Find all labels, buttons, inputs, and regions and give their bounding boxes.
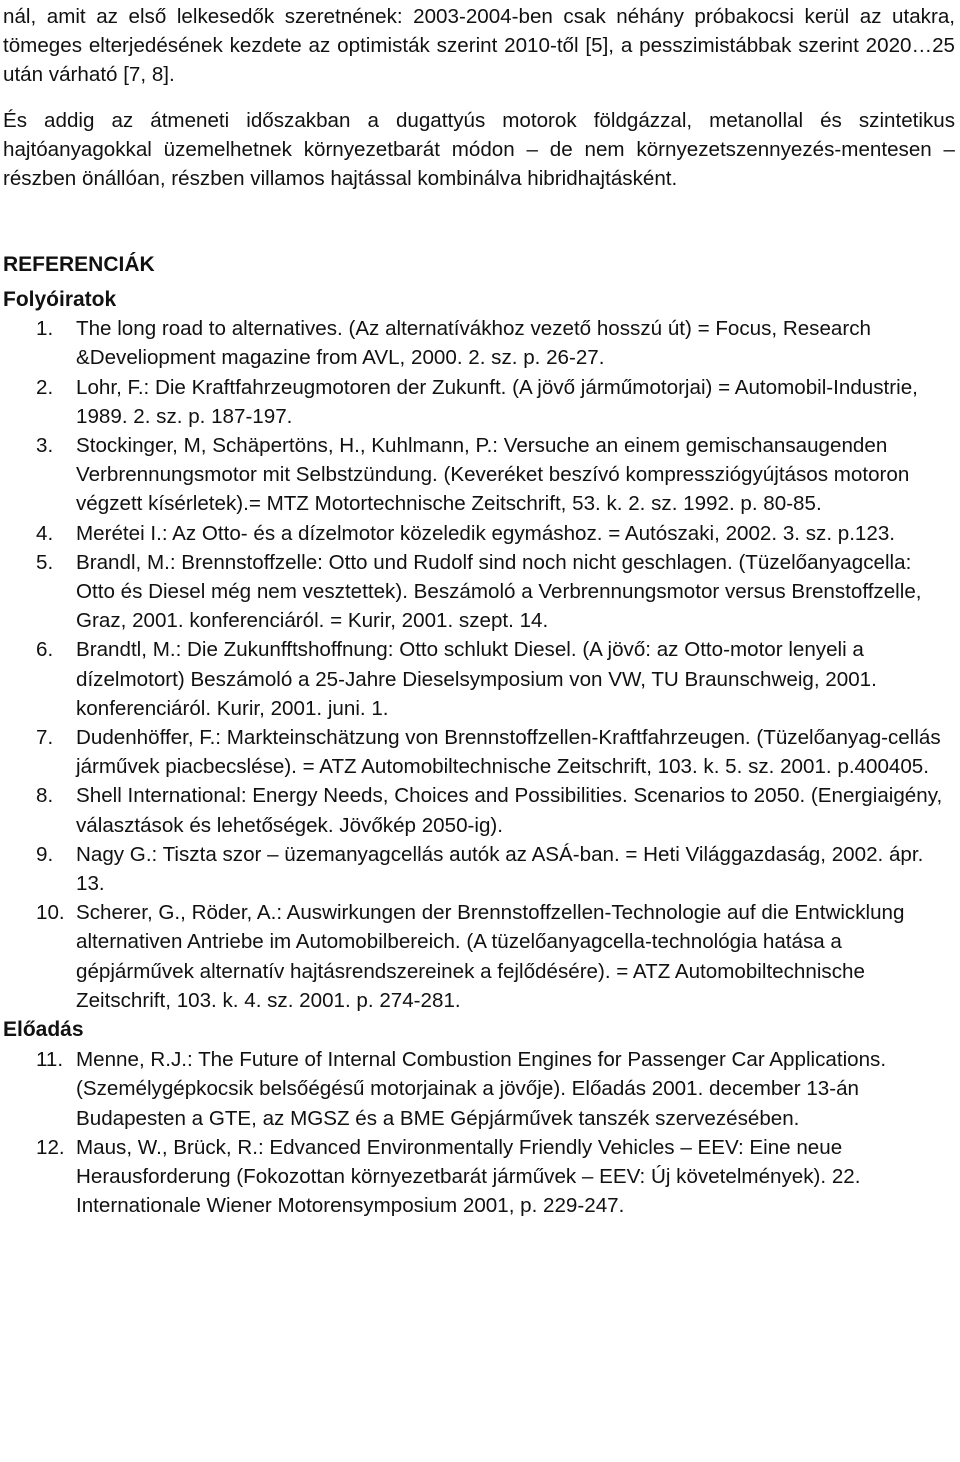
ref-text: Lohr, F.: Die Kraftfahrzeugmotoren der Zukunft. (A jövő járműmotorjai) = Automobil-Industrie, 1989. 2. sz. p. 187-197. [76, 375, 918, 428]
ref-number: 11. [36, 1048, 64, 1072]
list-item [3, 635, 955, 723]
ref-number: 1. [36, 317, 54, 341]
ref-text: The long road to alternatives. (Az alternatívákhoz vezető hosszú út) = Focus, Research &Develiopment magazine from AVL, 2000. 2. sz. p. 26-27. [76, 317, 871, 370]
ref-number: 4. [36, 521, 54, 545]
lectures-list [3, 1045, 955, 1220]
ref-text: Brandtl, M.: Die Zukunfftshoffnung: Otto schlukt Diesel. (A jövő: az Otto-motor lenyeli a dízelmotort) Beszámoló a 25-Jahre Dieselsymposium von VW, TU Braunschweig, 2001. konferenciáról. Kurir, 2001. juni. 1. [76, 638, 877, 720]
list-item [3, 898, 955, 1015]
references-heading: REFERENCIÁK [3, 253, 155, 277]
list-item [3, 373, 955, 431]
ref-number: 3. [36, 434, 54, 458]
list-item [3, 723, 955, 781]
ref-number: 9. [36, 842, 54, 866]
ref-text: Scherer, G., Röder, A.: Auswirkungen der Brennstoffzellen-Technologie auf die Entwicklung alternativen Antriebe im Automobilbereich. (A tüzelőanyagcella-technológia hatása a gépjárművek alternatív hajtásrendszereinek a fejlődésére). = ATZ Automobiltechnische Zeitschrift, 103. k. 4. sz. 2001. p. 274-281. [76, 901, 905, 1012]
ref-text: Shell International: Energy Needs, Choices and Possibilities. Scenarios to 2050. (Energiaigény, választások és lehetőségek. Jövőkép 2050-ig). [76, 784, 943, 837]
journals-heading: Folyóiratok [3, 288, 117, 312]
ref-number: 10. [36, 901, 65, 925]
ref-text: Nagy G.: Tiszta szor – üzemanyagcellás autók az ASÁ-ban. = Heti Világgazdaság, 2002. ápr. 13. [76, 842, 924, 896]
ref-number: 6. [36, 638, 54, 662]
list-item [3, 548, 955, 636]
list-item [3, 781, 955, 839]
lectures-heading: Előadás [3, 1018, 84, 1042]
ref-text: Maus, W., Brück, R.: Edvanced Environmentally Friendly Vehicles – EEV: Eine neue Herausforderung (Fokozottan környezetbarát járművek – EEV: Új követelmények). 22. Internationale Wiener Motorensymposium 2001, p. 229-247. [76, 1135, 861, 1218]
paragraph-intro: nál, amit az első lelkesedők szeretnének: 2003-2004-ben csak néhány próbakocsi kerül az utakra, tömeges elterjedésének kezdete az optimisták szerint 2010-től [5], a pesszimistábbak szerint 2020…25 után várható [7, 8]. [3, 5, 955, 87]
journals-list [3, 314, 955, 1015]
ref-text: Merétei I.: Az Otto- és a dízelmotor közeledik egymáshoz. = Autószaki, 2002. 3. sz. p.123. [76, 521, 896, 545]
document-page [3, 0, 955, 1220]
ref-number: 2. [36, 375, 54, 399]
ref-text: Menne, R.J.: The Future of Internal Combustion Engines for Passenger Car Applications. (Személygépkocsik belsőégésű motorjainak a jövője). Előadás 2001. december 13-án Budapesten a GTE, az MGSZ és a BME Gépjárművek tanszék szervezésében. [76, 1048, 887, 1130]
paragraph-transition: És addig az átmeneti időszakban a dugattyús motorok földgázzal, metanollal és szintetikus hajtóanyagokkal üzemelhetnek környezetbarát módon – de nem környezetszennyezés-mentesen – részben önállóan, részben villamos hajtással kombinálva hibridhajtásként. [3, 108, 955, 191]
list-item [3, 1045, 955, 1133]
ref-number: 12. [36, 1135, 65, 1159]
ref-text: Stockinger, M, Schäpertöns, H., Kuhlmann, P.: Versuche an einem gemischansaugenden Verbrennungsmotor mit Selbstzündung. (Keveréket beszívó kompressziógyújtásos motoron végzett kísérletek).= MTZ Motortechnische Zeitschrift, 53. k. 2. sz. 1992. p. 80-85. [76, 434, 910, 516]
ref-text: Dudenhöffer, F.: Markteinschätzung von Brennstoffzellen-Kraftfahrzeugen. (Tüzelőanyag-cellás járművek piacbecslése). = ATZ Automobiltechnische Zeitschrift, 103. k. 5. sz. 2001. p.400405. [76, 726, 941, 779]
list-item [3, 431, 955, 519]
ref-number: 8. [36, 784, 54, 808]
ref-number: 7. [36, 726, 54, 750]
ref-text: Brandl, M.: Brennstoffzelle: Otto und Rudolf sind noch nicht geschlagen. (Tüzelőanyagcella: Otto és Diesel még nem vesztettek). Beszámoló a Verbrennungsmotor versus Brenstoffzelle, Graz, 2001. konferenciáról. = Kurir, 2001. szept. 14. [76, 550, 922, 633]
list-item [3, 519, 955, 548]
list-item [3, 1133, 955, 1221]
list-item [3, 840, 955, 898]
ref-number: 5. [36, 550, 54, 574]
list-item [3, 314, 955, 372]
